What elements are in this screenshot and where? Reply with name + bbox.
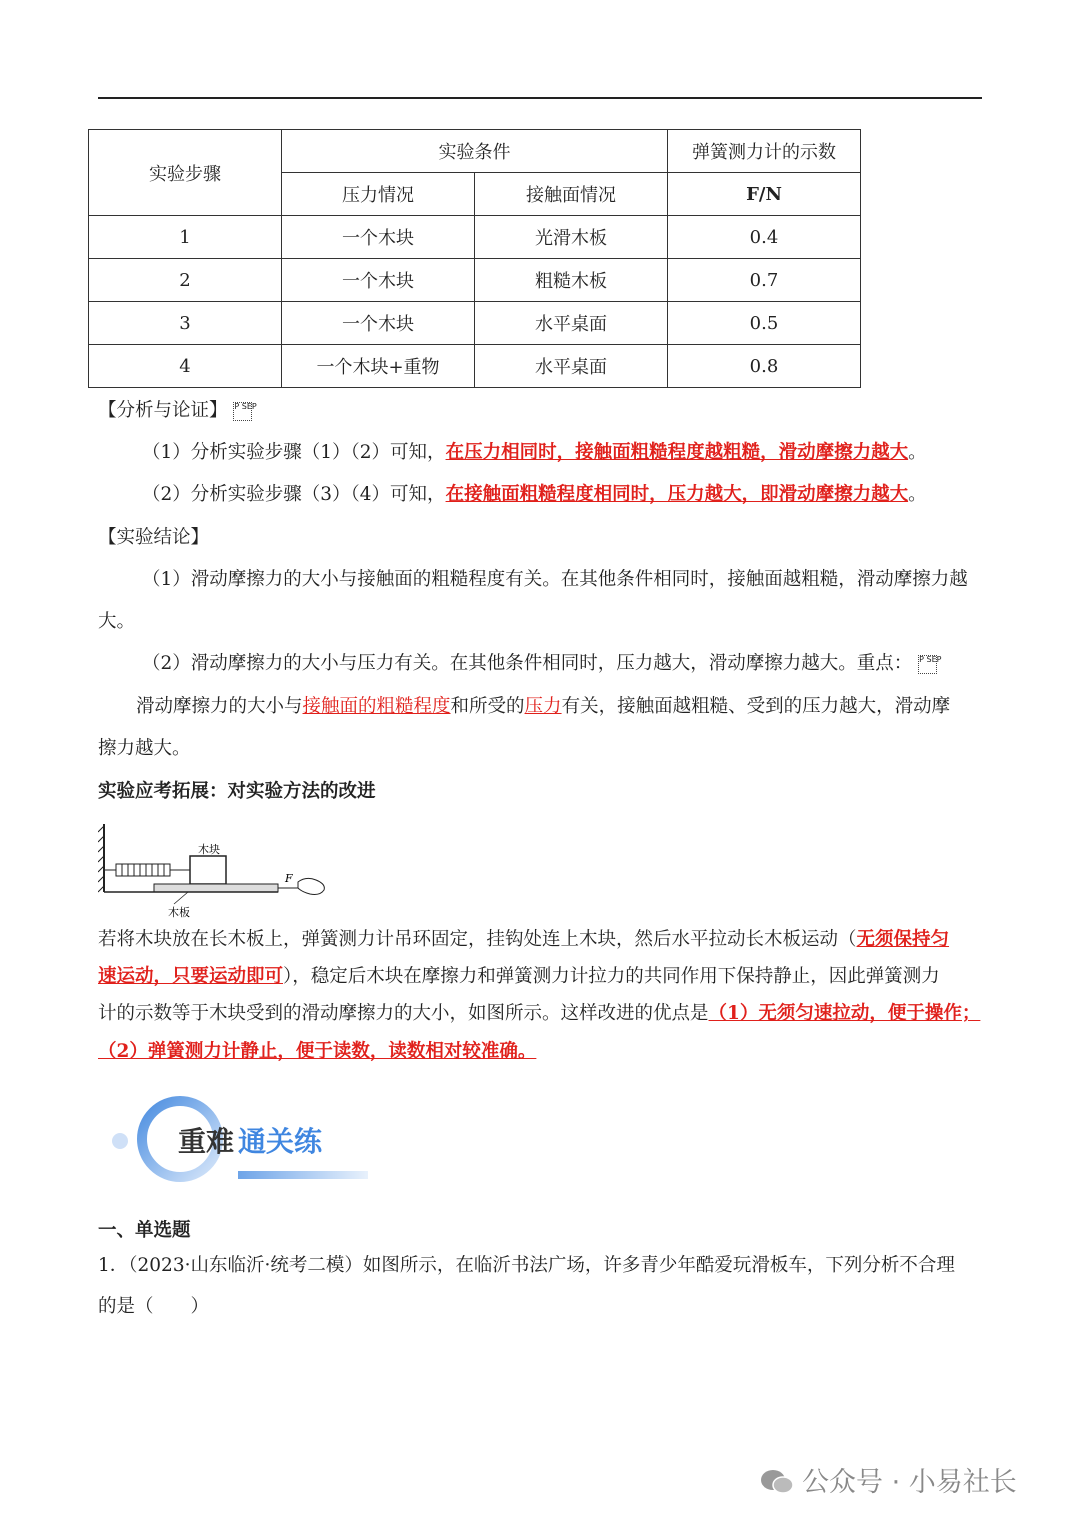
watermark-text: 公众号 · 小易社长	[802, 1467, 1017, 1498]
key-point-line2: 擦力越大。	[98, 738, 191, 759]
extension-heading: 实验应考拓展：对实验方法的改进	[98, 781, 376, 802]
key-middle: 和所受的	[450, 696, 525, 717]
cell-surface: 水平桌面	[475, 345, 668, 388]
cell-surface: 粗糙木板	[475, 259, 668, 302]
cell-reading: 0.5	[668, 302, 861, 345]
label-block: 木块	[198, 843, 220, 856]
section-heading: 一、单选题	[98, 1220, 191, 1241]
cell-pressure: 一个木块	[282, 259, 475, 302]
apparatus-figure	[98, 820, 333, 922]
analysis-heading-text: 【分析与论证】	[98, 400, 228, 421]
cell-step: 4	[89, 345, 282, 388]
analysis-1-prefix: （1）分析实验步骤（1）（2）可知，	[142, 442, 446, 463]
key-answer-roughness: 接触面的粗糙程度	[302, 696, 451, 717]
cell-reading: 0.7	[668, 259, 861, 302]
extension-line2	[98, 956, 940, 998]
table-row	[89, 216, 861, 259]
header-unit: F/N	[668, 173, 861, 216]
ext-line3-answer: （1）无须匀速拉动，便于操作；	[708, 1003, 981, 1024]
cell-surface: 光滑木板	[475, 216, 668, 259]
table-row	[89, 259, 861, 302]
ext-line1-answer: 无须保持匀	[856, 929, 950, 950]
banner-title-blue: 通关练	[238, 1125, 323, 1158]
conclusion-1-line2: 大。	[98, 611, 136, 632]
ext-line2-answer: 速运动，只要运动即可	[98, 966, 284, 987]
sep-mark-icon: P SEP	[233, 402, 252, 421]
cell-reading: 0.4	[668, 216, 861, 259]
analysis-1-answer: 在压力相同时，接触面粗糙程度越粗糙，滑动摩擦力越大	[445, 442, 909, 463]
analysis-2-answer: 在接触面粗糙程度相同时，压力越大，即滑动摩擦力越大	[445, 484, 909, 505]
banner-title-dark: 重难	[178, 1125, 235, 1158]
conclusion-2	[142, 643, 942, 685]
extension-line4	[98, 1031, 536, 1073]
key-point-line1	[136, 686, 950, 728]
analysis-item-2	[142, 474, 927, 516]
experiment-table	[88, 129, 861, 388]
cell-step: 2	[89, 259, 282, 302]
cell-step: 1	[89, 216, 282, 259]
ext-line2-text: ），稳定后木块在摩擦力和弹簧测力计拉力的共同作用下保持静止，因此弹簧测力	[283, 966, 940, 987]
ext-line1-text: 若将木块放在长木板上，弹簧测力计吊环固定，挂钩处连上木块，然后水平拉动长木板运动（	[98, 929, 857, 950]
key-prefix: 滑动摩擦力的大小与	[136, 696, 303, 717]
question-1-line1: 1．（2023·山东临沂·统考二模）如图所示，在临沂书法广场，许多青少年酷爱玩滑板车，下列分析不合理	[98, 1255, 955, 1276]
key-answer-pressure: 压力	[524, 696, 562, 717]
cell-pressure: 一个木块	[282, 302, 475, 345]
header-surface: 接触面情况	[475, 173, 668, 216]
wechat-icon	[760, 1469, 794, 1495]
watermark	[760, 1460, 1017, 1499]
cell-pressure: 一个木块	[282, 216, 475, 259]
label-force: F	[285, 872, 293, 885]
extension-line3	[98, 993, 980, 1035]
conclusion-heading: 【实验结论】	[98, 527, 210, 548]
header-pressure: 压力情况	[282, 173, 475, 216]
analysis-2-prefix: （2）分析实验步骤（3）（4）可知，	[142, 484, 446, 505]
ext-line4-answer: （2）弹簧测力计静止，便于读数，读数相对较准确。	[98, 1041, 537, 1062]
extension-line1	[98, 919, 949, 961]
label-board: 木板	[168, 906, 190, 919]
ext-line3-text: 计的示数等于木块受到的滑动摩擦力的大小，如图所示。这样改进的优点是	[98, 1003, 709, 1024]
conclusion-2-text: （2）滑动摩擦力的大小与压力有关。在其他条件相同时，压力越大，滑动摩擦力越大。重点：	[142, 653, 913, 674]
table-row	[89, 345, 861, 388]
section-banner	[108, 1093, 378, 1188]
header-reading: 弹簧测力计的示数	[668, 130, 861, 173]
cell-reading: 0.8	[668, 345, 861, 388]
cell-step: 3	[89, 302, 282, 345]
table-row	[89, 302, 861, 345]
analysis-2-end: 。	[908, 484, 927, 505]
sep-mark-icon: P SEP	[918, 655, 937, 674]
cell-surface: 水平桌面	[475, 302, 668, 345]
key-suffix: 有关，接触面越粗糙、受到的压力越大，滑动摩	[561, 696, 951, 717]
cell-pressure: 一个木块+重物	[282, 345, 475, 388]
analysis-item-1	[142, 432, 927, 474]
question-1-line2: 的是（ ）	[98, 1296, 210, 1317]
analysis-heading	[98, 390, 257, 432]
conclusion-1-line1: （1）滑动摩擦力的大小与接触面的粗糙程度有关。在其他条件相同时，接触面越粗糙，滑动摩擦力越	[142, 569, 968, 590]
header-rule	[98, 97, 982, 99]
header-conditions: 实验条件	[282, 130, 668, 173]
header-step: 实验步骤	[89, 130, 282, 216]
analysis-1-end: 。	[908, 442, 927, 463]
